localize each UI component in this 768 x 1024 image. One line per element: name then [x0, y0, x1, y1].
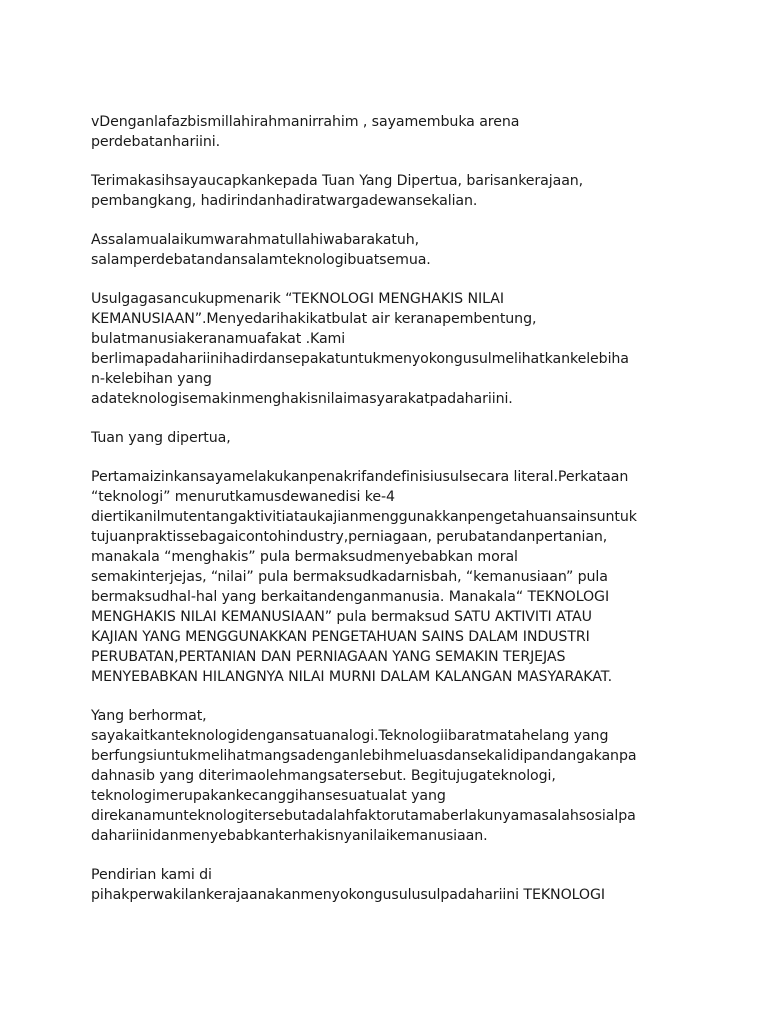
text-line: Pendirian kami di [91, 867, 212, 883]
paragraph [91, 112, 691, 152]
text-line: perdebatanhariini. [91, 134, 221, 150]
paragraph [91, 865, 691, 905]
text-line: pihakperwakilankerajaanakanmenyokongusulusulpadahariini TEKNOLOGI [91, 887, 605, 903]
text-line: bulatmanusiakeranamuafakat .Kami [91, 331, 346, 347]
text-line: Terimakasihsayaucapkankepada Tuan Yang Dipertua, barisankerajaan, [91, 173, 584, 189]
text-line: manakala “menghakis” pula bermaksudmenyebabkan moral [91, 549, 518, 565]
text-line: MENYEBABKAN HILANGNYA NILAI MURNI DALAM KALANGAN MASYARAKAT. [91, 669, 613, 685]
text-line: pembangkang, hadirindanhadiratwargadewansekalian. [91, 193, 478, 209]
paragraph [91, 289, 691, 409]
text-line: vDenganlafazbismillahirahmanirrahim , sayamembuka arena [91, 114, 520, 130]
text-line: direkanamunteknologitersebutadalahfaktorutamaberlakunyamasalahsosialpa [91, 808, 636, 824]
paragraph [91, 428, 691, 448]
text-line: Yang berhormat, [91, 708, 207, 724]
paragraph [91, 171, 691, 211]
text-line: Usulgagasancukupmenarik “TEKNOLOGI MENGHAKIS NILAI [91, 291, 504, 307]
text-line: Pertamaizinkansayamelakukanpenakrifandefinisiusulsecara literal.Perkataan [91, 469, 629, 485]
document-body [91, 112, 691, 924]
paragraph [91, 706, 691, 846]
paragraph [91, 230, 691, 270]
paragraph [91, 467, 691, 687]
text-line: berlimapadahariinihadirdansepakatuntukmenyokongusulmelihatkankelebiha [91, 351, 629, 367]
text-line: diertikanilmutentangaktivitiataukajianmenggunakkanpengetahuansainsuntuk [91, 509, 637, 525]
text-line: semakinterjejas, “nilai” pula bermaksudkadarnisbah, “kemanusiaan” pula [91, 569, 608, 585]
text-line: berfungsiuntukmelihatmangsadenganlebihmeluasdansekalidipandangakanpa [91, 748, 637, 764]
text-line: n-kelebihan yang [91, 371, 212, 387]
text-line: dahariinidanmenyebabkanterhakisnyanilaikemanusiaan. [91, 828, 488, 844]
text-line: tujuanpraktissebagaicontohindustry,perniagaan, perubatandanpertanian, [91, 529, 608, 545]
text-line: MENGHAKIS NILAI KEMANUSIAAN” pula bermaksud SATU AKTIVITI ATAU [91, 609, 592, 625]
text-line: Assalamualaikumwarahmatullahiwabarakatuh, [91, 232, 420, 248]
text-line: dahnasib yang diterimaolehmangsatersebut. Begitujugateknologi, [91, 768, 556, 784]
text-line: PERUBATAN,PERTANIAN DAN PERNIAGAAN YANG SEMAKIN TERJEJAS [91, 649, 566, 665]
text-line: KAJIAN YANG MENGGUNAKKAN PENGETAHUAN SAINS DALAM INDUSTRI [91, 629, 590, 645]
text-line: sayakaitkanteknologidengansatuanalogi.Teknologiibaratmatahelang yang [91, 728, 609, 744]
text-line: teknologimerupakankecanggihansesuatualat yang [91, 788, 446, 804]
text-line: adateknologisemakinmenghakisnilaimasyarakatpadahariini. [91, 391, 513, 407]
text-line: bermaksudhal-hal yang berkaitandenganmanusia. Manakala“ TEKNOLOGI [91, 589, 610, 605]
text-line: “teknologi” menurutkamusdewanedisi ke-4 [91, 489, 395, 505]
text-line: salamperdebatandansalamteknologibuatsemua. [91, 252, 431, 268]
text-line: Tuan yang dipertua, [91, 430, 231, 446]
text-line: KEMANUSIAAN”.Menyedarihakikatbulat air keranapembentung, [91, 311, 537, 327]
